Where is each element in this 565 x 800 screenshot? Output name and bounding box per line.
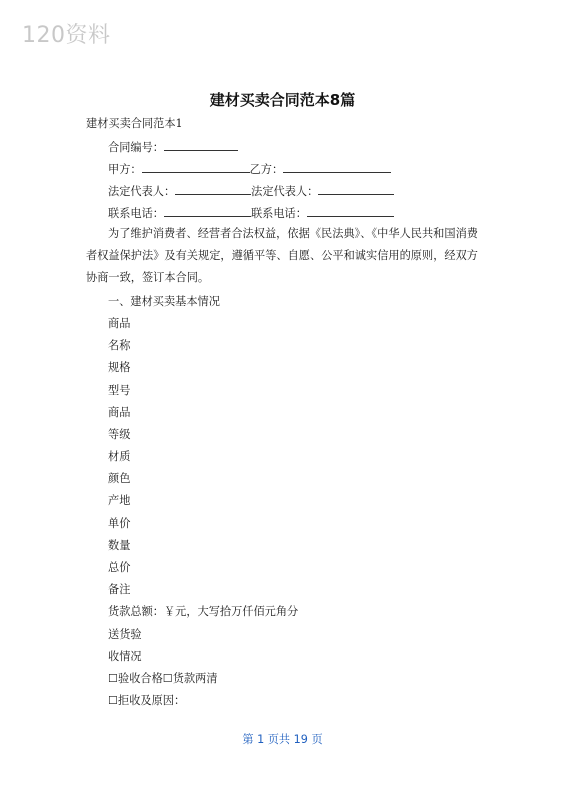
item-label: 总价	[108, 561, 131, 574]
item-label: 备注	[108, 583, 131, 596]
delivery-label-1: 送货验	[108, 628, 142, 641]
phone-a-blank[interactable]	[164, 205, 251, 217]
watermark-logo: 120资料	[22, 23, 111, 48]
rep-b-blank[interactable]	[318, 183, 394, 195]
document-title: 建材买卖合同范本8篇	[209, 91, 356, 109]
section-1-heading: 一、建材买卖基本情况	[108, 295, 220, 308]
payment-total: 货款总额：￥元，大写拾万仟佰元角分	[108, 605, 299, 618]
party-b-blank[interactable]	[283, 161, 391, 173]
phone-b-blank[interactable]	[307, 205, 394, 217]
party-a-label: 甲方：	[108, 163, 142, 176]
rep-b-label: 法定代表人：	[251, 185, 319, 198]
item-label: 等级	[108, 428, 131, 441]
page-number-footer: 第 1 页共 19 页	[242, 733, 323, 746]
delivery-label-2: 收情况	[108, 650, 142, 663]
item-label: 数量	[108, 539, 131, 552]
item-label: 型号	[108, 384, 131, 397]
rep-a-blank[interactable]	[175, 183, 251, 195]
contract-number-label: 合同编号：	[108, 141, 164, 154]
phone-a-label: 联系电话：	[108, 207, 164, 220]
item-label: 材质	[108, 450, 131, 463]
rep-a-label: 法定代表人：	[108, 185, 176, 198]
item-label: 规格	[108, 361, 131, 374]
item-label: 商品	[108, 317, 131, 330]
parties-row	[108, 161, 391, 177]
contract-number-row	[108, 139, 238, 155]
item-label: 名称	[108, 339, 131, 352]
item-label: 颜色	[108, 472, 131, 485]
contract-subtitle: 建材买卖合同范本1	[86, 117, 183, 130]
contract-number-blank[interactable]	[164, 139, 238, 151]
item-label: 单价	[108, 517, 131, 530]
item-label: 产地	[108, 494, 131, 507]
acceptance-checkboxes[interactable]: ☐验收合格☐货款两清	[108, 672, 218, 685]
item-label: 商品	[108, 406, 131, 419]
party-b-label: 乙方：	[249, 163, 284, 176]
phones-row	[108, 205, 394, 221]
phone-b-label: 联系电话：	[250, 207, 307, 220]
intro-paragraph: 为了维护消费者、经营者合法权益，依据《民法典》、《中华人民共和国消费者权益保护法》及有关规定，遵循平等、自愿、公平和诚实信用的原则，经双方协商一致，签订本合同。	[86, 227, 478, 285]
representatives-row	[108, 183, 394, 199]
party-a-blank[interactable]	[142, 161, 250, 173]
rejection-checkbox[interactable]: ☐拒收及原因：	[108, 694, 186, 707]
